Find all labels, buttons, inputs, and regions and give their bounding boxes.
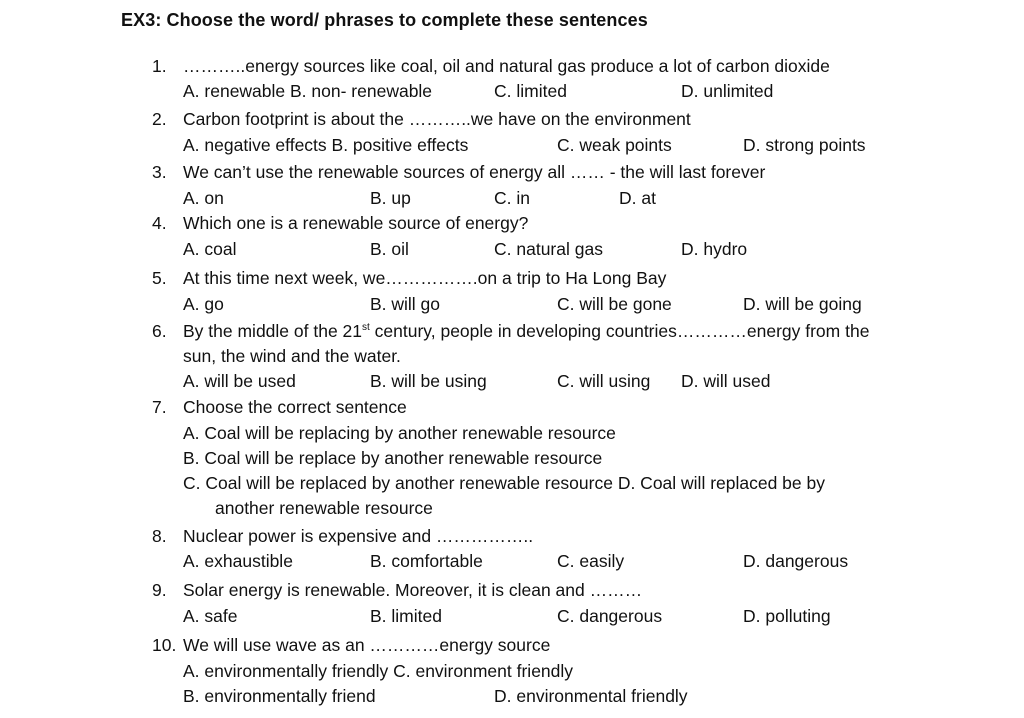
question-1-option-c: C. limited — [494, 81, 567, 101]
question-8-number: 8. — [152, 526, 167, 546]
question-8-option-b: B. comfortable — [370, 551, 483, 571]
question-4-text: Which one is a renewable source of energy? — [183, 213, 529, 233]
question-9-option-d: D. polluting — [743, 606, 831, 626]
question-7-option-d-continued: another renewable resource — [215, 498, 433, 518]
question-3-option-a: A. on — [183, 188, 224, 208]
question-4-option-a: A. coal — [183, 239, 237, 259]
question-8-option-a: A. exhaustible — [183, 551, 293, 571]
question-9-option-c: C. dangerous — [557, 606, 663, 626]
question-10-option-b: B. environmentally friend — [183, 686, 376, 706]
question-7-option-cd: C. Coal will be replaced by another renewable resource D. Coal will replaced be by — [183, 473, 825, 493]
question-2-option-d: D. strong points — [743, 135, 866, 155]
question-3-option-d: D. at — [619, 188, 656, 208]
question-4-option-b: B. oil — [370, 239, 409, 259]
question-8-option-d: D. dangerous — [743, 551, 849, 571]
question-5-text: At this time next week, we…………….on a trip to Ha Long Bay — [183, 268, 667, 288]
question-10-option-d: D. environmental friendly — [494, 686, 688, 706]
question-10-number: 10. — [152, 635, 177, 655]
question-5-option-a: A. go — [183, 294, 224, 314]
question-7-option-b: B. Coal will be replace by another renewable resource — [183, 448, 603, 468]
question-5-option-d: D. will be going — [743, 294, 862, 314]
question-6-option-b: B. will be using — [370, 371, 487, 391]
question-9-option-a: A. safe — [183, 606, 238, 626]
question-6-option-c: C. will using — [557, 371, 651, 391]
question-2-option-c: C. weak points — [557, 135, 672, 155]
question-9-number: 9. — [152, 580, 167, 600]
question-4-number: 4. — [152, 213, 167, 233]
question-9-option-b: B. limited — [370, 606, 442, 626]
question-5-option-c: C. will be gone — [557, 294, 672, 314]
question-10-text: We will use wave as an …………energy source — [183, 635, 551, 655]
question-2-text: Carbon footprint is about the ………..we have on the environment — [183, 109, 691, 129]
question-9-text: Solar energy is renewable. Moreover, it is clean and ……… — [183, 580, 643, 600]
question-7-text: Choose the correct sentence — [183, 397, 407, 417]
question-1-option-d: D. unlimited — [681, 81, 774, 101]
question-3-text: We can’t use the renewable sources of energy all …… - the will last forever — [183, 162, 766, 182]
question-6-text-end: century, people in developing countries…………energy from the — [369, 321, 870, 341]
question-1-option-ab: A. renewable B. non- renewable — [183, 81, 433, 101]
question-8-option-c: C. easily — [557, 551, 625, 571]
question-6-option-a: A. will be used — [183, 371, 296, 391]
question-1-text: ………..energy sources like coal, oil and natural gas produce a lot of carbon dioxide — [183, 56, 830, 76]
question-6-text — [183, 320, 869, 342]
question-4-option-d: D. hydro — [681, 239, 748, 259]
question-2-number: 2. — [152, 109, 167, 129]
question-6-text-start: By the middle of the 21 — [183, 321, 362, 341]
question-2-option-ab: A. negative effects B. positive effects — [183, 135, 469, 155]
question-5-number: 5. — [152, 268, 167, 288]
question-5-option-b: B. will go — [370, 294, 441, 314]
question-4-option-c: C. natural gas — [494, 239, 603, 259]
question-3-option-b: B. up — [370, 188, 411, 208]
question-7-option-a: A. Coal will be replacing by another renewable resource — [183, 423, 616, 443]
question-1-number: 1. — [152, 56, 167, 76]
question-6-number: 6. — [152, 321, 167, 341]
question-10-option-ac: A. environmentally friendly C. environment friendly — [183, 661, 574, 681]
question-7-number: 7. — [152, 397, 167, 417]
question-3-option-c: C. in — [494, 188, 530, 208]
question-3-number: 3. — [152, 162, 167, 182]
question-6-text-line2: sun, the wind and the water. — [183, 346, 401, 366]
exercise-title: EX3: Choose the word/ phrases to complete these sentences — [121, 10, 648, 30]
question-6-option-d: D. will used — [681, 371, 771, 391]
question-6-ordinal-suffix: st — [362, 322, 370, 333]
question-8-text: Nuclear power is expensive and …………….. — [183, 526, 534, 546]
